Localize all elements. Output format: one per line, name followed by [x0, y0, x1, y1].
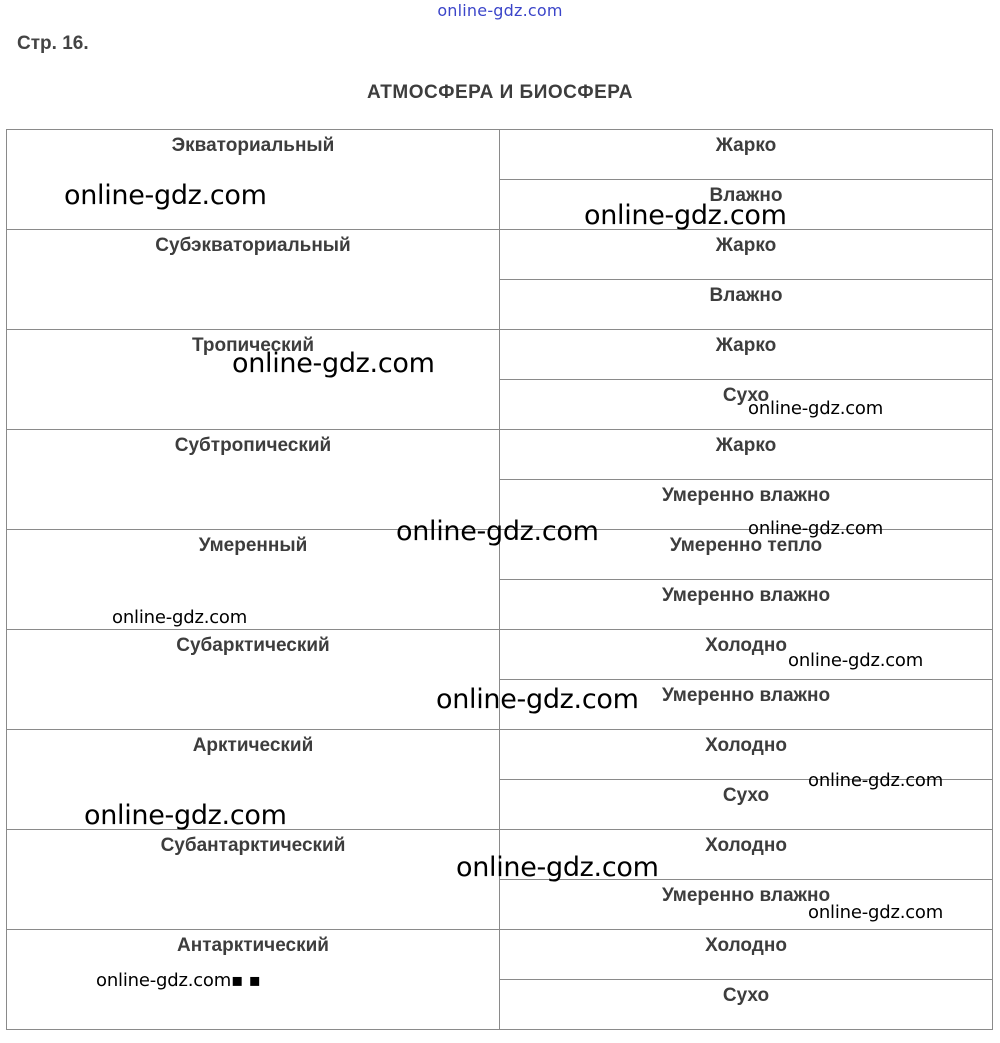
zone-name-cell [7, 230, 500, 330]
watermark-text: online-gdz.com [112, 607, 248, 628]
zone-name-cell [7, 430, 500, 530]
humidity-value: Сухо [722, 785, 770, 806]
zone-name: Арктический [192, 735, 314, 756]
zone-name: Антарктический [177, 935, 329, 956]
watermark-text: online-gdz.com [456, 852, 659, 883]
watermark-text: online-gdz.com [84, 800, 287, 831]
watermark-text: online-gdz.com [436, 684, 639, 715]
temperature-value: Холодно [705, 735, 787, 756]
temperature-cell [500, 430, 993, 480]
temperature-value: Жарко [715, 135, 777, 156]
table-row [7, 230, 993, 280]
humidity-value: Умеренно влажно [661, 685, 831, 706]
zone-name: Субтропический [174, 435, 332, 456]
watermark-text: online-gdz.com [808, 770, 944, 791]
temperature-value: Жарко [715, 235, 777, 256]
watermark-text: online-gdz.com [748, 518, 884, 539]
humidity-value: Умеренно влажно [661, 885, 831, 906]
table-row [7, 430, 993, 480]
watermark-text: online-gdz.com [788, 650, 924, 671]
temperature-value: Холодно [705, 835, 787, 856]
page-title: АТМОСФЕРА И БИОСФЕРА [367, 82, 633, 103]
temperature-value: Жарко [715, 435, 777, 456]
zone-name-cell [7, 330, 500, 430]
zone-name-cell [7, 830, 500, 930]
humidity-value: Сухо [722, 385, 770, 406]
watermark-text: online-gdz.com [232, 348, 435, 379]
zone-name: Субарктический [176, 635, 330, 656]
zone-name: Тропический [191, 335, 315, 356]
temperature-value: Холодно [705, 935, 787, 956]
zone-name: Умеренный [198, 535, 308, 556]
temperature-value: Жарко [715, 335, 777, 356]
humidity-value: Умеренно влажно [661, 485, 831, 506]
watermark-text: online-gdz.com▪ ▪ [96, 970, 261, 991]
humidity-cell [500, 380, 993, 430]
watermark-text: online-gdz.com [748, 398, 884, 419]
watermark-text: online-gdz.com [396, 516, 599, 547]
table-row [7, 130, 993, 180]
humidity-value: Влажно [709, 285, 783, 306]
zone-name: Экваториальный [171, 135, 335, 156]
humidity-value: Умеренно влажно [661, 585, 831, 606]
humidity-value: Сухо [722, 985, 770, 1006]
watermark-text: online-gdz.com [808, 902, 944, 923]
zone-name-cell [7, 630, 500, 730]
temperature-cell [500, 330, 993, 380]
table-row [7, 330, 993, 380]
page-number-label: Стр. 16. [17, 33, 89, 54]
humidity-cell [500, 980, 993, 1030]
humidity-cell [500, 580, 993, 630]
humidity-value: Влажно [709, 185, 783, 206]
temperature-cell [500, 230, 993, 280]
zone-name: Субэкваториальный [155, 235, 351, 256]
watermark-text: online-gdz.com [64, 180, 267, 211]
temperature-cell [500, 930, 993, 980]
zone-name: Субантарктический [160, 835, 346, 856]
site-header-link[interactable]: online-gdz.com [437, 1, 563, 20]
temperature-cell [500, 130, 993, 180]
humidity-cell [500, 280, 993, 330]
climate-zones-table [6, 129, 993, 1030]
temperature-value: Холодно [705, 635, 787, 656]
temperature-value: Умеренно тепло [669, 535, 823, 556]
watermark-text: online-gdz.com [584, 200, 787, 231]
